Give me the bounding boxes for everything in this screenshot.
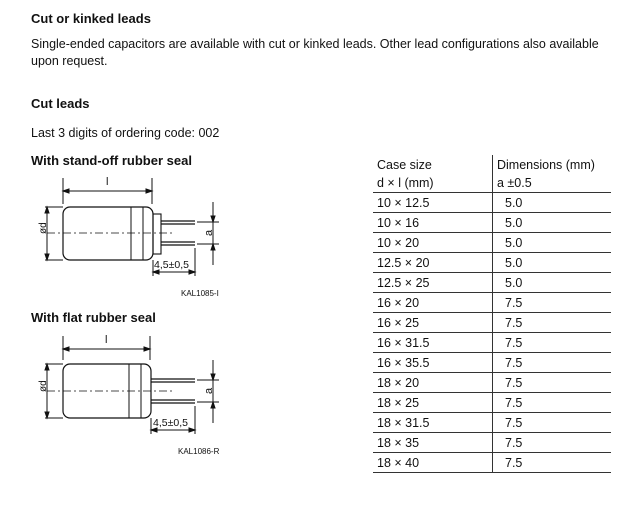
cell-dimension-a: 7.5 — [493, 353, 612, 373]
cell-case-size: 16 × 35.5 — [373, 353, 493, 373]
cell-case-size: 18 × 40 — [373, 453, 493, 473]
figure1-label-a: a — [203, 229, 215, 236]
table-subheader-row — [373, 174, 611, 193]
cell-dimension-a: 7.5 — [493, 413, 612, 433]
figure1-drawing — [25, 172, 245, 307]
cell-dimension-a: 7.5 — [493, 373, 612, 393]
table-row — [373, 213, 611, 233]
cell-case-size: 18 × 31.5 — [373, 413, 493, 433]
cell-case-size: 18 × 20 — [373, 373, 493, 393]
table-row — [373, 353, 611, 373]
cell-dimension-a: 7.5 — [493, 393, 612, 413]
cell-case-size: 16 × 25 — [373, 313, 493, 333]
figure2-label-lead: 4,5±0,5 — [153, 417, 188, 429]
figure2-label-a: a — [203, 387, 215, 394]
table-row — [373, 373, 611, 393]
cell-case-size: 10 × 20 — [373, 233, 493, 253]
header-case-size: Case size — [377, 157, 432, 172]
table-row — [373, 253, 611, 273]
table-row — [373, 273, 611, 293]
table-row — [373, 193, 611, 213]
figure2-title: With flat rubber seal — [31, 310, 156, 325]
cell-dimension-a: 5.0 — [493, 273, 612, 293]
cell-dimension-a: 5.0 — [493, 213, 612, 233]
cell-dimension-a: 7.5 — [493, 293, 612, 313]
table-row — [373, 413, 611, 433]
figure2-label-d: ød — [38, 380, 49, 392]
table-row — [373, 393, 611, 413]
cell-case-size: 12.5 × 20 — [373, 253, 493, 273]
cell-case-size: 10 × 16 — [373, 213, 493, 233]
figure1-code: KAL1085-I — [181, 289, 219, 298]
section-title: Cut or kinked leads — [31, 11, 151, 26]
table-row — [373, 233, 611, 253]
ordering-code-note: Last 3 digits of ordering code: 002 — [31, 126, 220, 140]
figure1-label-d: ød — [38, 222, 49, 234]
table-row — [373, 293, 611, 313]
figure1-label-l: l — [106, 176, 109, 188]
header-dimensions-unit: a ±0.5 — [493, 174, 612, 193]
cut-leads-title: Cut leads — [31, 96, 90, 111]
cell-case-size: 12.5 × 25 — [373, 273, 493, 293]
figure2-drawing — [25, 330, 245, 465]
header-dimensions: Dimensions (mm) — [493, 155, 612, 174]
section-description: Single-ended capacitors are available with cut or kinked leads. Other lead configurations also available upon request. — [31, 37, 599, 68]
cell-case-size: 10 × 12.5 — [373, 193, 493, 213]
cell-dimension-a: 7.5 — [493, 333, 612, 353]
cell-case-size: 16 × 20 — [373, 293, 493, 313]
figure1-label-lead: 4,5±0,5 — [154, 259, 189, 271]
cell-case-size: 18 × 25 — [373, 393, 493, 413]
cell-dimension-a: 7.5 — [493, 313, 612, 333]
cell-case-size: 18 × 35 — [373, 433, 493, 453]
table-header-row — [373, 155, 611, 174]
header-case-size-unit: d × l (mm) — [377, 176, 434, 190]
table-row — [373, 433, 611, 453]
cell-dimension-a: 7.5 — [493, 433, 612, 453]
figure2-label-l: l — [105, 334, 108, 346]
cell-dimension-a: 5.0 — [493, 233, 612, 253]
figure2-code: KAL1086-R — [178, 447, 220, 456]
table-row — [373, 313, 611, 333]
cell-dimension-a: 5.0 — [493, 253, 612, 273]
cell-dimension-a: 5.0 — [493, 193, 612, 213]
figure1-title: With stand-off rubber seal — [31, 153, 192, 168]
cell-dimension-a: 7.5 — [493, 453, 612, 473]
dimensions-table — [373, 155, 611, 473]
table-row — [373, 333, 611, 353]
cell-case-size: 16 × 31.5 — [373, 333, 493, 353]
table-row — [373, 453, 611, 473]
